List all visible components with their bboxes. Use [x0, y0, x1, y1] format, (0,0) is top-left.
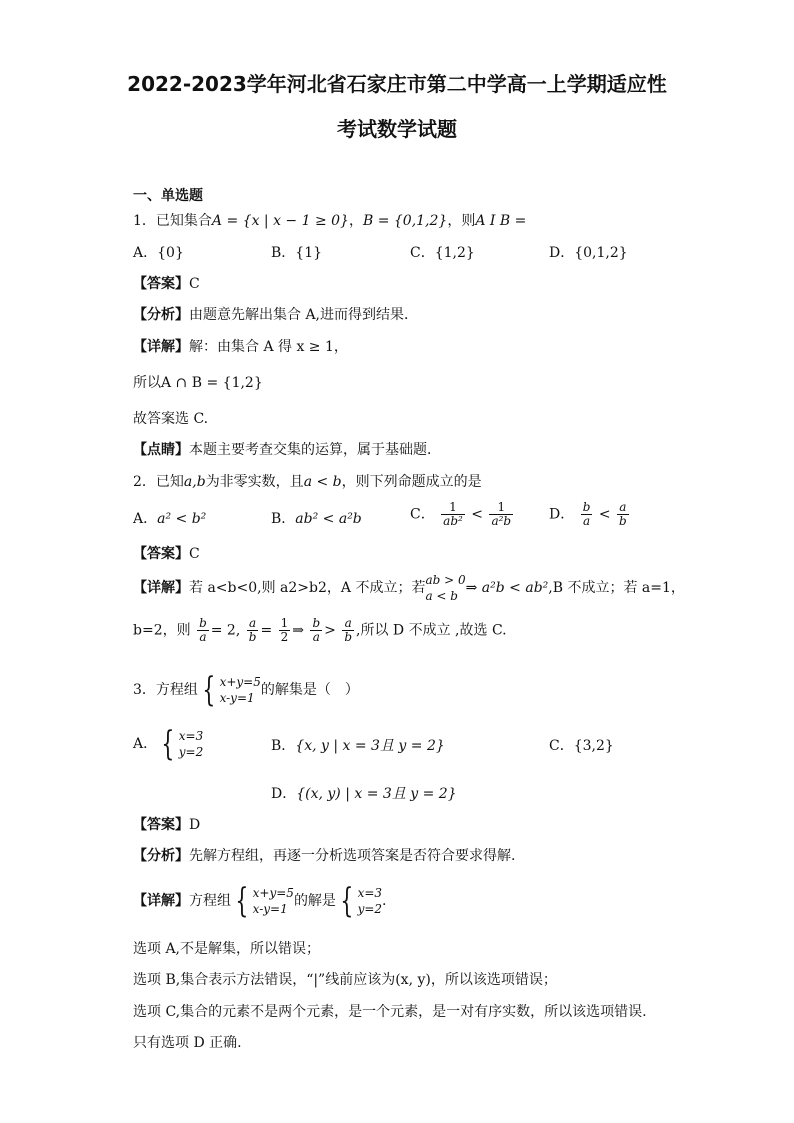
fraction: $\frac{a}{b}$ [619, 500, 627, 528]
q3-detail: 【详解】方程组 { x+y=5 x-y=1 的解是 { x=3 y=2 . [133, 881, 387, 921]
q3-option-a: A． { x=3 y=2 [133, 724, 204, 764]
page-title-line1: 2022-2023学年河北省石家庄市第二中学高一上学期适应性 [127, 72, 667, 96]
q1-detail: 【详解】解：由集合 A 得 x ≥ 1， [133, 339, 348, 355]
q2-stem: 2．已知a,b为非零实数，且a < b，则下列命题成立的是 [133, 474, 482, 490]
q2-vars: a,b [183, 474, 206, 490]
q1-stem-post: ，则 [447, 213, 476, 229]
q2-detail-line2: b=2，则 $\frac{b}{a}$ = 2, $\frac{a}{b}$ = $\frac{1}{2}$ ⇒ $\frac{b}{a}$ > $\frac{a}{b}$ ,所以 D 不成立 ,故选 C. [133, 616, 507, 644]
q3-answer: 【答案】D [133, 817, 201, 833]
q2-option-a: A．a² < b² [133, 511, 207, 527]
equation-system: x+y=5 x-y=1 [219, 675, 261, 705]
q2-detail-line1: 【详解】若 a<b<0,则 a2>b2，A 不成立；若 ab > 0 a < b ⇒ a²b < ab²,B 不成立；若 a=1， [133, 573, 685, 603]
q1-sep: ， [348, 213, 363, 229]
q1-set-a: A = {x | x − 1 ≥ 0} [211, 213, 349, 229]
q3-stem: 3．方程组 { x+y=5 x-y=1 的解集是（ ） [133, 670, 359, 710]
fraction: $\frac{1}{\text{a²b}}$ [491, 500, 512, 528]
q1-stem [133, 211, 526, 231]
q1-option-c: C．{1,2} [410, 245, 475, 261]
q1-detail-line3: 故答案选 C. [133, 411, 209, 427]
fraction: $\frac{b}{a}$ [582, 500, 591, 528]
q3-option-c: C．{3,2} [549, 738, 614, 754]
section-heading: 一、单选题 [133, 188, 203, 204]
q3-detail-line2: 选项 B,集合表示方法错误，“|”线前应该为(x, y)，所以该选项错误； [133, 972, 557, 988]
q3-analysis: 【分析】先解方程组，再逐一分析选项答案是否符合要求得解. [133, 848, 516, 864]
page-title-line2: 考试数学试题 [337, 117, 457, 141]
q3-option-b: B．{x, y | x = 3且 y = 2} [271, 738, 445, 754]
fraction: $\frac{1}{\text{ab²}}$ [443, 500, 463, 528]
q1-comment: 【点睛】本题主要考查交集的运算，属于基础题． [133, 442, 441, 458]
q1-detail-line2: 所以A ∩ B = {1,2} [133, 375, 263, 391]
q2-option-d: D． $\frac{b}{a}$ < $\frac{a}{b}$ [549, 500, 627, 528]
q2-option-c: C． $\frac{1}{\text{ab²}}$ < $\frac{1}{\text{a²b}}$ [410, 500, 512, 528]
q3-detail-line3: 选项 C,集合的元素不是两个元素，是一个元素，是一对有序实数，所以该选项错误. [133, 1004, 647, 1020]
q1-analysis: 【分析】由题意先解出集合 A,进而得到结果． [133, 307, 419, 323]
q2-condition: a < b [303, 474, 342, 490]
q3-detail-line4: 只有选项 D 正确. [133, 1035, 242, 1051]
q1-expression: A I B = [475, 213, 527, 229]
inequality-system: ab > 0 a < b [425, 573, 466, 603]
q1-answer: 【答案】C [133, 276, 200, 292]
q2-answer: 【答案】C [133, 546, 200, 562]
q1-option-a: A．{0} [133, 245, 184, 261]
q2-option-b: B．ab² < a²b [271, 511, 362, 527]
q1-stem-pre: 1．已知集合 [133, 213, 212, 229]
q1-option-b: B．{1} [271, 245, 323, 261]
q1-option-d: D．{0,1,2} [549, 245, 628, 261]
q1-set-b: B = {0,1,2} [362, 213, 448, 229]
q3-option-d: D．{(x, y) | x = 3且 y = 2} [271, 786, 457, 802]
q3-detail-line1: 选项 A,不是解集，所以错误； [133, 941, 321, 957]
